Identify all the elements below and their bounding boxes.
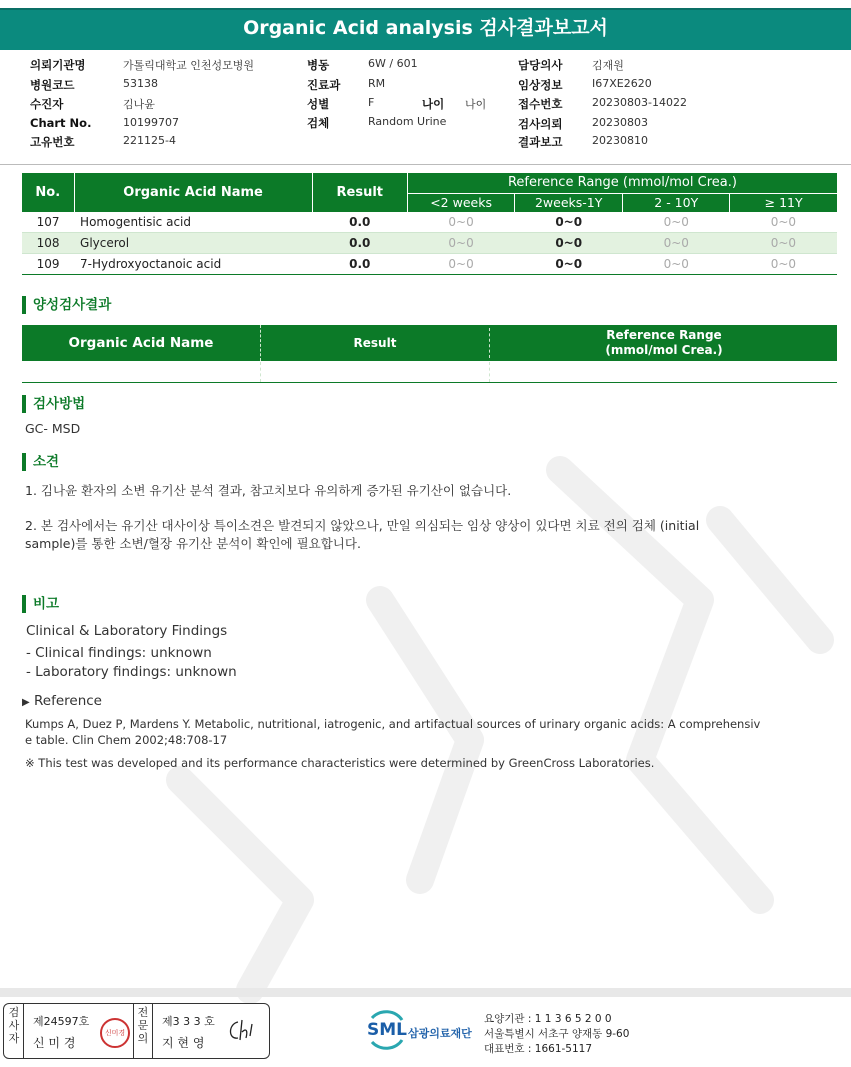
- row-name: Glycerol: [74, 233, 312, 254]
- info-value: F: [368, 96, 375, 109]
- finding-line-2a: 2. 본 검사에서는 유기산 대사이상 특이소견은 발견되지 않았으나, 만일 의심되는 임상 양상이 있다면 치료 전의 검체 (initial: [25, 518, 700, 533]
- info-label: 검사의뢰: [518, 117, 563, 131]
- row-no: 108: [22, 233, 74, 254]
- triangle-bullet-icon: ▶: [22, 697, 30, 708]
- info-value: 20230810: [592, 134, 648, 147]
- org-name: 삼광의료재단: [408, 1027, 472, 1040]
- row-ref: 0~0: [730, 233, 837, 254]
- col-header-reference: Reference Range (mmol/mol Crea.): [407, 173, 837, 193]
- info-label: 임상정보: [518, 78, 563, 92]
- info-label: 진료과: [307, 78, 341, 92]
- laboratory-findings: - Laboratory findings: unknown: [26, 664, 237, 680]
- phone: 대표번호 : 1661-5117: [484, 1043, 593, 1055]
- row-no: 109: [22, 254, 74, 275]
- info-label: Chart No.: [30, 116, 92, 130]
- row-ref: 0~0: [623, 254, 730, 275]
- col-header-result: Result: [312, 173, 407, 212]
- inspector-vertical-label: 검 사 자: [8, 1006, 20, 1045]
- table-row: [22, 254, 837, 275]
- lab-note: ※ This test was developed and its performance characteristics were determined by GreenCross Laboratories.: [25, 756, 655, 770]
- seal-stamp-icon: 신미경: [100, 1018, 130, 1048]
- finding-line-2b: sample)를 통한 소변/혈장 유기산 분석이 확인에 필요합니다.: [25, 536, 361, 551]
- info-value: 가톨릭대학교 인천성모병원: [123, 59, 255, 72]
- row-ref: 0~0: [407, 233, 514, 254]
- positive-table-empty-row: [22, 362, 837, 383]
- section-title-positive: 양성검사결과: [22, 296, 111, 314]
- row-ref: 0~0: [515, 233, 623, 254]
- divider: [260, 362, 262, 382]
- info-label: 병원코드: [30, 78, 75, 92]
- info-value: 김나윤: [123, 98, 155, 111]
- section-title-method: 검사방법: [22, 395, 85, 413]
- ref-col-header: ≥ 11Y: [730, 193, 837, 212]
- specialist-name: 지 현 영: [162, 1036, 205, 1050]
- table-row: [22, 233, 837, 254]
- info-value: 10199707: [123, 116, 179, 129]
- reference-text-2: e table. Clin Chem 2002;48:708-17: [25, 733, 228, 747]
- positive-header-ref: [489, 328, 838, 358]
- info-label: 고유번호: [30, 135, 75, 149]
- specialist-number: 제3 3 3 호: [162, 1015, 215, 1028]
- info-value: RM: [368, 77, 386, 90]
- info-value: Random Urine: [368, 115, 447, 128]
- divider: [23, 1004, 24, 1058]
- reference-label-row: [22, 693, 102, 709]
- row-ref: 0~0: [407, 212, 514, 233]
- reference-label: Reference: [34, 693, 102, 709]
- finding-line-1: 1. 김나윤 환자의 소변 유기산 분석 결과, 참고치보다 유의하게 증가된 유기산이 없습니다.: [25, 483, 512, 498]
- positive-header-ref-line1: Reference Range: [606, 328, 722, 342]
- info-label: 결과보고: [518, 135, 563, 149]
- sml-logo: [366, 1010, 478, 1050]
- positive-header-ref-line2: (mmol/mol Crea.): [605, 343, 723, 357]
- row-name: Homogentisic acid: [74, 212, 312, 233]
- info-label: 수진자: [30, 97, 64, 111]
- col-header-no: No.: [22, 173, 74, 212]
- ref-col-header: <2 weeks: [407, 193, 514, 212]
- divider: [489, 362, 491, 382]
- reference-text-1: Kumps A, Duez P, Mardens Y. Metabolic, nutritional, iatrogenic, and artifactual sources of urinary organic acids: A comprehensiv: [25, 717, 761, 731]
- row-name: 7-Hydroxyoctanoic acid: [74, 254, 312, 275]
- divider: [0, 164, 851, 165]
- age-label: 나이: [422, 97, 445, 111]
- signature-icon: [224, 1016, 262, 1046]
- col-header-name: Organic Acid Name: [74, 173, 312, 212]
- signature-box: [3, 1003, 270, 1059]
- remarks-heading: Clinical & Laboratory Findings: [26, 623, 228, 639]
- info-label: 성별: [307, 97, 330, 111]
- table-row: [22, 212, 837, 233]
- divider: [152, 1004, 153, 1058]
- row-ref: 0~0: [623, 233, 730, 254]
- method-value: GC- MSD: [25, 421, 81, 436]
- row-ref: 0~0: [515, 254, 623, 275]
- inspector-name: 신 미 경: [33, 1036, 76, 1050]
- results-table: [22, 173, 837, 275]
- info-label: 병동: [307, 58, 330, 72]
- section-title-findings: 소견: [22, 453, 59, 471]
- divider: [133, 1004, 134, 1058]
- row-result: 0.0: [312, 212, 407, 233]
- specialist-vertical-label: 전 문 의: [137, 1006, 149, 1045]
- info-value: 221125-4: [123, 134, 176, 147]
- institution-code: 요양기관 : 1 1 3 6 5 2 0 0: [484, 1013, 612, 1025]
- info-value: I67XE2620: [592, 77, 652, 90]
- sml-logo-text: SML: [367, 1020, 407, 1040]
- positive-table-header: [22, 325, 837, 361]
- address: 서울특별시 서초구 양재동 9-60: [484, 1028, 630, 1040]
- info-value: 20230803-14022: [592, 96, 687, 109]
- ref-col-header: 2 - 10Y: [623, 193, 730, 212]
- info-value: 20230803: [592, 116, 648, 129]
- row-ref: 0~0: [730, 212, 837, 233]
- ref-col-header: 2weeks-1Y: [515, 193, 623, 212]
- info-value: 김재원: [592, 59, 624, 72]
- row-result: 0.0: [312, 254, 407, 275]
- positive-header-result: Result: [260, 325, 489, 361]
- info-label: 접수번호: [518, 97, 563, 111]
- clinical-findings: - Clinical findings: unknown: [26, 645, 212, 661]
- info-value: 6W / 601: [368, 57, 418, 70]
- info-label: 담당의사: [518, 58, 563, 72]
- footer-divider: [0, 988, 851, 997]
- age-value: 나이: [465, 98, 487, 111]
- section-title-remarks: 비고: [22, 595, 59, 613]
- info-value: 53138: [123, 77, 158, 90]
- row-ref: 0~0: [407, 254, 514, 275]
- inspector-number: 제24597호: [33, 1015, 90, 1028]
- info-label: 검체: [307, 116, 330, 130]
- info-label: 의뢰기관명: [30, 58, 86, 72]
- row-result: 0.0: [312, 233, 407, 254]
- row-no: 107: [22, 212, 74, 233]
- row-ref: 0~0: [730, 254, 837, 275]
- row-ref: 0~0: [515, 212, 623, 233]
- positive-header-name: Organic Acid Name: [68, 335, 214, 351]
- page-title: Organic Acid analysis 검사결과보고서: [243, 17, 608, 39]
- row-ref: 0~0: [623, 212, 730, 233]
